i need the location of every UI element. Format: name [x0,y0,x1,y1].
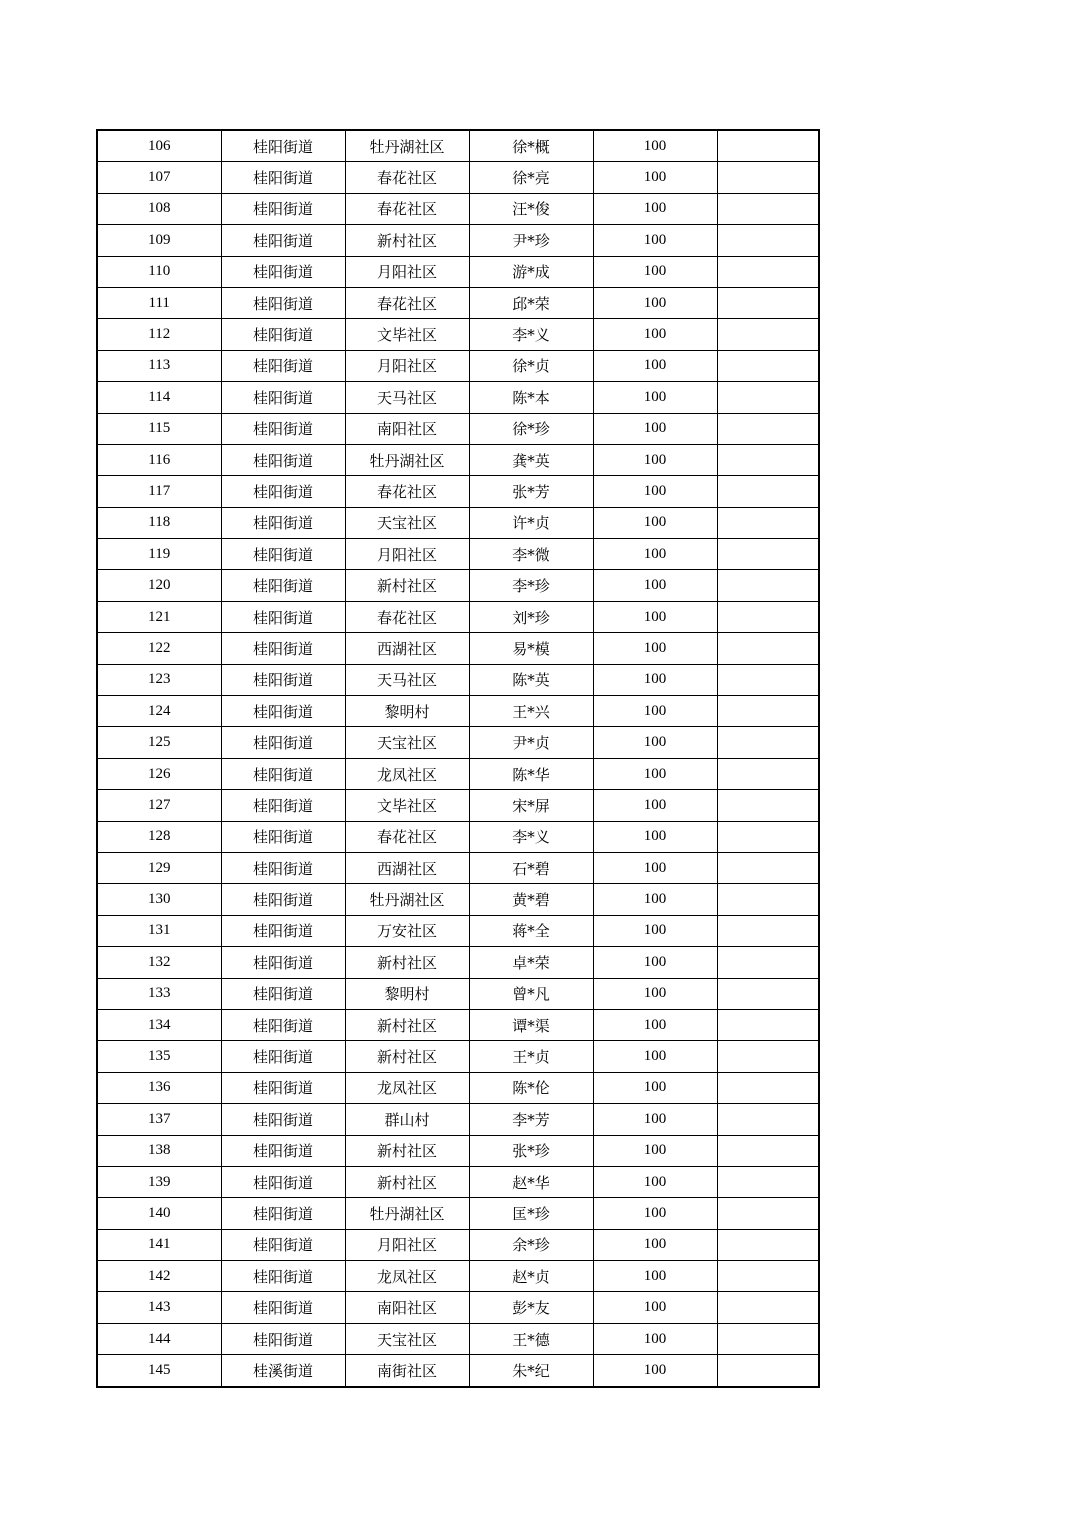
community-cell: 天马社区 [345,664,469,695]
amount-cell: 100 [593,1323,717,1354]
name-cell: 张*芳 [469,476,593,507]
serial-number-cell: 128 [97,821,221,852]
serial-number-cell: 137 [97,1104,221,1135]
street-cell: 桂阳街道 [221,539,345,570]
community-cell: 月阳社区 [345,256,469,287]
table-row [97,1198,819,1229]
table-row [97,539,819,570]
serial-number-cell: 130 [97,884,221,915]
table-row [97,319,819,350]
street-cell: 桂阳街道 [221,1261,345,1292]
community-cell: 春花社区 [345,476,469,507]
street-cell: 桂阳街道 [221,1041,345,1072]
street-cell: 桂阳街道 [221,1166,345,1197]
name-cell: 陈*英 [469,664,593,695]
serial-number-cell: 145 [97,1355,221,1387]
amount-cell: 100 [593,1355,717,1387]
community-cell: 新村社区 [345,1009,469,1040]
remark-cell [717,1323,819,1354]
street-cell: 桂阳街道 [221,947,345,978]
table-row [97,444,819,475]
table-row [97,476,819,507]
serial-number-cell: 140 [97,1198,221,1229]
table-row [97,225,819,256]
name-cell: 黄*碧 [469,884,593,915]
serial-number-cell: 118 [97,507,221,538]
name-cell: 宋*屏 [469,790,593,821]
amount-cell: 100 [593,193,717,224]
remark-cell [717,507,819,538]
community-cell: 月阳社区 [345,539,469,570]
name-cell: 陈*伦 [469,1072,593,1103]
street-cell: 桂阳街道 [221,1323,345,1354]
amount-cell: 100 [593,601,717,632]
amount-cell: 100 [593,256,717,287]
amount-cell: 100 [593,790,717,821]
table-row [97,1229,819,1260]
name-cell: 游*成 [469,256,593,287]
name-cell: 徐*贞 [469,350,593,381]
table-row [97,413,819,444]
serial-number-cell: 113 [97,350,221,381]
table-row [97,821,819,852]
community-cell: 群山村 [345,1104,469,1135]
street-cell: 桂阳街道 [221,382,345,413]
community-cell: 西湖社区 [345,633,469,664]
remark-cell [717,444,819,475]
serial-number-cell: 139 [97,1166,221,1197]
amount-cell: 100 [593,1072,717,1103]
amount-cell: 100 [593,978,717,1009]
table-row [97,1104,819,1135]
remark-cell [717,225,819,256]
serial-number-cell: 115 [97,413,221,444]
name-cell: 易*模 [469,633,593,664]
table-row [97,696,819,727]
amount-cell: 100 [593,319,717,350]
name-cell: 谭*渠 [469,1009,593,1040]
amount-cell: 100 [593,1135,717,1166]
table-row [97,193,819,224]
street-cell: 桂阳街道 [221,852,345,883]
street-cell: 桂阳街道 [221,1135,345,1166]
table-row [97,1323,819,1354]
table-row [97,1261,819,1292]
table-row [97,350,819,381]
amount-cell: 100 [593,1041,717,1072]
amount-cell: 100 [593,664,717,695]
street-cell: 桂阳街道 [221,633,345,664]
community-cell: 西湖社区 [345,852,469,883]
amount-cell: 100 [593,633,717,664]
table-row [97,1292,819,1323]
street-cell: 桂阳街道 [221,130,345,162]
table-row [97,130,819,162]
street-cell: 桂阳街道 [221,884,345,915]
serial-number-cell: 126 [97,758,221,789]
name-cell: 王*兴 [469,696,593,727]
street-cell: 桂阳街道 [221,193,345,224]
name-cell: 余*珍 [469,1229,593,1260]
amount-cell: 100 [593,382,717,413]
amount-cell: 100 [593,413,717,444]
amount-cell: 100 [593,507,717,538]
remark-cell [717,1166,819,1197]
serial-number-cell: 133 [97,978,221,1009]
community-cell: 黎明村 [345,696,469,727]
serial-number-cell: 143 [97,1292,221,1323]
table-row [97,287,819,318]
name-cell: 徐*珍 [469,413,593,444]
name-cell: 蒋*全 [469,915,593,946]
serial-number-cell: 109 [97,225,221,256]
remark-cell [717,1229,819,1260]
remark-cell [717,1009,819,1040]
remark-cell [717,193,819,224]
remark-cell [717,1135,819,1166]
remark-cell [717,1072,819,1103]
amount-cell: 100 [593,476,717,507]
community-cell: 春花社区 [345,287,469,318]
street-cell: 桂阳街道 [221,1229,345,1260]
serial-number-cell: 111 [97,287,221,318]
community-cell: 牡丹湖社区 [345,130,469,162]
amount-cell: 100 [593,162,717,193]
table-row [97,1072,819,1103]
amount-cell: 100 [593,130,717,162]
community-cell: 黎明村 [345,978,469,1009]
roster-table-body [97,130,819,1387]
table-row [97,1166,819,1197]
amount-cell: 100 [593,1104,717,1135]
serial-number-cell: 123 [97,664,221,695]
amount-cell: 100 [593,1292,717,1323]
serial-number-cell: 136 [97,1072,221,1103]
name-cell: 赵*华 [469,1166,593,1197]
name-cell: 卓*荣 [469,947,593,978]
community-cell: 天宝社区 [345,507,469,538]
name-cell: 李*珍 [469,570,593,601]
community-cell: 新村社区 [345,1041,469,1072]
serial-number-cell: 106 [97,130,221,162]
amount-cell: 100 [593,1198,717,1229]
serial-number-cell: 112 [97,319,221,350]
amount-cell: 100 [593,758,717,789]
remark-cell [717,915,819,946]
remark-cell [717,256,819,287]
remark-cell [717,1041,819,1072]
amount-cell: 100 [593,821,717,852]
name-cell: 汪*俊 [469,193,593,224]
community-cell: 龙凤社区 [345,1261,469,1292]
table-row [97,978,819,1009]
table-row [97,570,819,601]
street-cell: 桂阳街道 [221,696,345,727]
community-cell: 月阳社区 [345,1229,469,1260]
street-cell: 桂阳街道 [221,444,345,475]
serial-number-cell: 122 [97,633,221,664]
amount-cell: 100 [593,539,717,570]
amount-cell: 100 [593,884,717,915]
street-cell: 桂阳街道 [221,758,345,789]
street-cell: 桂阳街道 [221,1072,345,1103]
street-cell: 桂阳街道 [221,664,345,695]
community-cell: 天马社区 [345,382,469,413]
street-cell: 桂阳街道 [221,162,345,193]
serial-number-cell: 125 [97,727,221,758]
community-cell: 月阳社区 [345,350,469,381]
name-cell: 尹*贞 [469,727,593,758]
remark-cell [717,1104,819,1135]
serial-number-cell: 108 [97,193,221,224]
remark-cell [717,319,819,350]
remark-cell [717,758,819,789]
serial-number-cell: 132 [97,947,221,978]
table-row [97,633,819,664]
community-cell: 牡丹湖社区 [345,444,469,475]
name-cell: 彭*友 [469,1292,593,1323]
community-cell: 新村社区 [345,570,469,601]
name-cell: 李*义 [469,319,593,350]
table-row [97,1135,819,1166]
street-cell: 桂阳街道 [221,821,345,852]
street-cell: 桂阳街道 [221,727,345,758]
remark-cell [717,539,819,570]
serial-number-cell: 138 [97,1135,221,1166]
remark-cell [717,570,819,601]
table-row [97,884,819,915]
community-cell: 春花社区 [345,162,469,193]
name-cell: 许*贞 [469,507,593,538]
remark-cell [717,130,819,162]
serial-number-cell: 134 [97,1009,221,1040]
table-row [97,382,819,413]
name-cell: 陈*华 [469,758,593,789]
table-row [97,664,819,695]
serial-number-cell: 116 [97,444,221,475]
remark-cell [717,978,819,1009]
table-row [97,507,819,538]
serial-number-cell: 129 [97,852,221,883]
serial-number-cell: 121 [97,601,221,632]
table-row [97,256,819,287]
community-cell: 新村社区 [345,947,469,978]
remark-cell [717,1355,819,1387]
remark-cell [717,633,819,664]
serial-number-cell: 120 [97,570,221,601]
name-cell: 李*义 [469,821,593,852]
remark-cell [717,476,819,507]
table-row [97,1041,819,1072]
serial-number-cell: 141 [97,1229,221,1260]
community-cell: 南阳社区 [345,1292,469,1323]
name-cell: 陈*本 [469,382,593,413]
remark-cell [717,821,819,852]
table-row [97,1009,819,1040]
amount-cell: 100 [593,696,717,727]
remark-cell [717,696,819,727]
serial-number-cell: 142 [97,1261,221,1292]
serial-number-cell: 131 [97,915,221,946]
remark-cell [717,852,819,883]
street-cell: 桂阳街道 [221,256,345,287]
amount-cell: 100 [593,444,717,475]
street-cell: 桂阳街道 [221,915,345,946]
remark-cell [717,884,819,915]
street-cell: 桂阳街道 [221,1292,345,1323]
name-cell: 王*德 [469,1323,593,1354]
community-cell: 南阳社区 [345,413,469,444]
street-cell: 桂阳街道 [221,1198,345,1229]
amount-cell: 100 [593,1229,717,1260]
serial-number-cell: 114 [97,382,221,413]
serial-number-cell: 135 [97,1041,221,1072]
street-cell: 桂阳街道 [221,978,345,1009]
serial-number-cell: 124 [97,696,221,727]
community-cell: 南街社区 [345,1355,469,1387]
community-cell: 龙凤社区 [345,758,469,789]
name-cell: 邱*荣 [469,287,593,318]
remark-cell [717,162,819,193]
street-cell: 桂阳街道 [221,476,345,507]
remark-cell [717,382,819,413]
amount-cell: 100 [593,852,717,883]
serial-number-cell: 107 [97,162,221,193]
table-row [97,1355,819,1387]
amount-cell: 100 [593,915,717,946]
remark-cell [717,601,819,632]
name-cell: 李*微 [469,539,593,570]
name-cell: 张*珍 [469,1135,593,1166]
remark-cell [717,287,819,318]
community-cell: 文毕社区 [345,319,469,350]
remark-cell [717,790,819,821]
name-cell: 徐*亮 [469,162,593,193]
remark-cell [717,727,819,758]
serial-number-cell: 127 [97,790,221,821]
community-cell: 春花社区 [345,601,469,632]
amount-cell: 100 [593,1261,717,1292]
street-cell: 桂阳街道 [221,319,345,350]
name-cell: 赵*贞 [469,1261,593,1292]
remark-cell [717,664,819,695]
amount-cell: 100 [593,1009,717,1040]
serial-number-cell: 119 [97,539,221,570]
name-cell: 李*芳 [469,1104,593,1135]
table-row [97,162,819,193]
community-cell: 龙凤社区 [345,1072,469,1103]
roster-table [96,129,820,1388]
street-cell: 桂溪街道 [221,1355,345,1387]
community-cell: 牡丹湖社区 [345,1198,469,1229]
table-row [97,852,819,883]
name-cell: 徐*概 [469,130,593,162]
remark-cell [717,350,819,381]
name-cell: 石*碧 [469,852,593,883]
amount-cell: 100 [593,947,717,978]
table-row [97,947,819,978]
table-row [97,758,819,789]
community-cell: 牡丹湖社区 [345,884,469,915]
amount-cell: 100 [593,1166,717,1197]
street-cell: 桂阳街道 [221,287,345,318]
name-cell: 王*贞 [469,1041,593,1072]
community-cell: 春花社区 [345,821,469,852]
name-cell: 曾*凡 [469,978,593,1009]
serial-number-cell: 117 [97,476,221,507]
community-cell: 天宝社区 [345,1323,469,1354]
street-cell: 桂阳街道 [221,1104,345,1135]
street-cell: 桂阳街道 [221,507,345,538]
street-cell: 桂阳街道 [221,413,345,444]
serial-number-cell: 110 [97,256,221,287]
remark-cell [717,1261,819,1292]
community-cell: 万安社区 [345,915,469,946]
name-cell: 龚*英 [469,444,593,475]
amount-cell: 100 [593,727,717,758]
community-cell: 文毕社区 [345,790,469,821]
remark-cell [717,1198,819,1229]
remark-cell [717,1292,819,1323]
name-cell: 刘*珍 [469,601,593,632]
street-cell: 桂阳街道 [221,570,345,601]
amount-cell: 100 [593,570,717,601]
community-cell: 新村社区 [345,1135,469,1166]
name-cell: 匡*珍 [469,1198,593,1229]
amount-cell: 100 [593,287,717,318]
remark-cell [717,947,819,978]
table-row [97,915,819,946]
remark-cell [717,413,819,444]
table-row [97,601,819,632]
name-cell: 尹*珍 [469,225,593,256]
name-cell: 朱*纪 [469,1355,593,1387]
community-cell: 天宝社区 [345,727,469,758]
street-cell: 桂阳街道 [221,225,345,256]
amount-cell: 100 [593,350,717,381]
serial-number-cell: 144 [97,1323,221,1354]
street-cell: 桂阳街道 [221,1009,345,1040]
street-cell: 桂阳街道 [221,790,345,821]
amount-cell: 100 [593,225,717,256]
street-cell: 桂阳街道 [221,601,345,632]
street-cell: 桂阳街道 [221,350,345,381]
table-row [97,790,819,821]
community-cell: 春花社区 [345,193,469,224]
table-row [97,727,819,758]
community-cell: 新村社区 [345,225,469,256]
community-cell: 新村社区 [345,1166,469,1197]
